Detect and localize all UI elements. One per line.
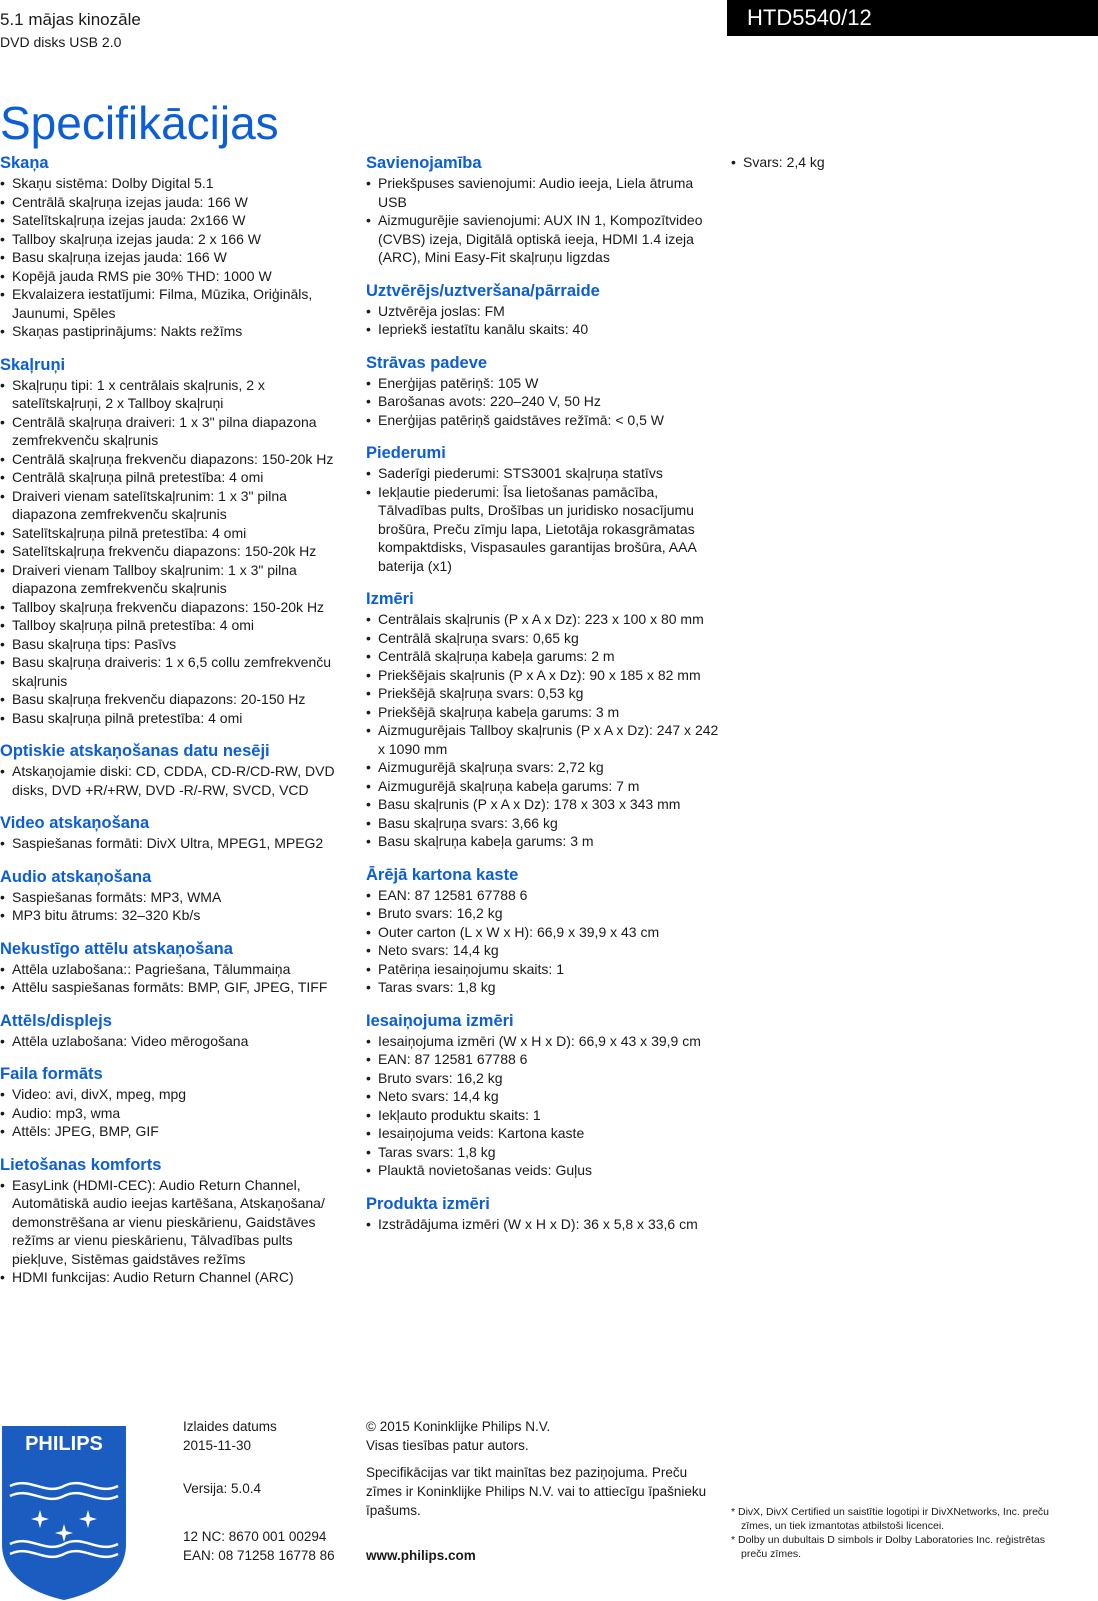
- spec-item: • Centrālā skaļruņa izejas jauda: 166 W: [0, 193, 350, 212]
- spec-item: • EAN: 87 12581 67788 6: [366, 886, 721, 905]
- spec-list: [366, 174, 721, 267]
- spec-item: • Uztvērēja joslas: FM: [366, 302, 721, 321]
- section-title: Savienojamība: [366, 154, 482, 172]
- section-title: Lietošanas komforts: [0, 1155, 162, 1174]
- spec-item: • Barošanas avots: 220–240 V, 50 Hz: [366, 392, 721, 411]
- spec-item: • Basu skaļruņa draiveris: 1 x 6,5 collu zemfrekvenču skaļrunis: [0, 653, 350, 690]
- spec-section: [0, 153, 350, 341]
- spec-item: • Iekļauto produktu skaits: 1: [366, 1106, 721, 1125]
- copyright: © 2015 Koninklijke Philips N.V.: [366, 1419, 551, 1434]
- spec-section: [731, 153, 1071, 172]
- spec-item: • Taras svars: 1,8 kg: [366, 1143, 721, 1162]
- philips-shield-logo: [0, 1424, 128, 1601]
- spec-item: • Aizmugurējā skaļruņa kabeļa garums: 7 m: [366, 777, 721, 796]
- spec-item: • Video: avi, divX, mpeg, mpg: [0, 1085, 350, 1104]
- spec-list: [366, 464, 721, 575]
- footnote-divx: * DivX, DivX Certified un saistītie logotipi ir DivXNetworks, Inc. preču zīmes, un tiek izmantotas atbilstoši licencei.: [731, 1506, 1050, 1532]
- spec-item: • Tallboy skaļruņa izejas jauda: 2 x 166 W: [0, 230, 350, 249]
- website-link[interactable]: www.philips.com: [366, 1548, 476, 1563]
- section-title: Skaņa: [0, 154, 49, 172]
- spec-item: • Neto svars: 14,4 kg: [366, 1087, 721, 1106]
- spec-item: • Atskaņojamie diski: CD, CDDA, CD-R/CD-RW, DVD disks, DVD +R/+RW, DVD -R/-RW, SVCD, VCD: [0, 762, 350, 799]
- ean-number: EAN: 08 71258 16778 86: [183, 1548, 335, 1563]
- section-title: Faila formāts: [0, 1065, 103, 1083]
- spec-section: [0, 1155, 350, 1287]
- section-title: Attēls/displejs: [0, 1011, 112, 1030]
- nc-number: 12 NC: 8670 001 00294: [183, 1529, 327, 1544]
- section-title: Ārējā kartona kaste: [366, 865, 519, 884]
- spec-list: [366, 302, 721, 339]
- spec-section: [0, 939, 350, 997]
- spec-item: • Ekvalaizera iestatījumi: Filma, Mūzika, Oriģināls, Jaunumi, Spēles: [0, 285, 350, 322]
- spec-item: • Iekļautie piederumi: Īsa lietošanas pamācība, Tālvadības pults, Drošības un juridisko nosacījumu brošūra, Preču zīmju lapa, Lietotāja rokasgrāmatas kompaktdisks, Vispasaules garantijas brošūra, AAA baterija (x1): [366, 483, 721, 576]
- spec-item: • Centrālā skaļruņa svars: 0,65 kg: [366, 629, 721, 648]
- spec-section: [0, 355, 350, 728]
- spec-item: • Attēla uzlabošana: Video mērogošana: [0, 1032, 350, 1051]
- spec-item: • Iesaiņojuma izmēri (W x H x D): 66,9 x 43 x 39,9 cm: [366, 1032, 721, 1051]
- spec-item: • Bruto svars: 16,2 kg: [366, 904, 721, 923]
- spec-item: • Izstrādājuma izmēri (W x H x D): 36 x 5,8 x 33,6 cm: [366, 1215, 721, 1234]
- spec-item: • Kopējā jauda RMS pie 30% THD: 1000 W: [0, 267, 350, 286]
- version: Versija: 5.0.4: [183, 1481, 262, 1496]
- spec-item: • Attēlu saspiešanas formāts: BMP, GIF, JPEG, TIFF: [0, 978, 350, 997]
- spec-item: • Priekšpuses savienojumi: Audio ieeja, Liela ātruma USB: [366, 174, 721, 211]
- spec-item: • Plauktā novietošanas veids: Guļus: [366, 1161, 721, 1180]
- spec-item: • Skaņas pastiprinājums: Nakts režīms: [0, 322, 350, 341]
- spec-item: • Satelītskaļruņa pilnā pretestība: 4 omi: [0, 524, 350, 543]
- spec-list: [0, 888, 350, 925]
- section-title: Piederumi: [366, 444, 446, 462]
- spec-column-2: [366, 153, 721, 1247]
- spec-item: • Centrālā skaļruņa frekvenču diapazons: 150-20k Hz: [0, 450, 350, 469]
- spec-item: • Skaņu sistēma: Dolby Digital 5.1: [0, 174, 350, 193]
- spec-list: [366, 1215, 721, 1234]
- footnote-dolby: * Dolby un dubultais D simbols ir Dolby Laboratories Inc. reģistrētas preču zīmes.: [731, 1534, 1045, 1560]
- footnotes: [731, 1506, 1071, 1562]
- spec-item: • Outer carton (L x W x H): 66,9 x 39,9 x 43 cm: [366, 923, 721, 942]
- spec-item: • Satelītskaļruņa izejas jauda: 2x166 W: [0, 211, 350, 230]
- model-number: HTD5540/12: [727, 0, 1098, 36]
- section-title: Skaļruņi: [0, 355, 66, 374]
- section-title: Izmēri: [366, 590, 414, 608]
- spec-item: • Centrālā skaļruņa pilnā pretestība: 4 omi: [0, 468, 350, 487]
- spec-item: • Attēls: JPEG, BMP, GIF: [0, 1122, 350, 1141]
- spec-item: • Basu skaļruņa tips: Pasīvs: [0, 635, 350, 654]
- section-title: Iesaiņojuma izmēri: [366, 1011, 514, 1030]
- spec-item: • Enerģijas patēriņš gaidstāves režīmā: < 0,5 W: [366, 411, 721, 430]
- spec-section: [0, 1064, 350, 1141]
- spec-list: [731, 153, 1071, 172]
- spec-list: [0, 1176, 350, 1287]
- spec-item: • Attēla uzlabošana:: Pagriešana, Tālummaiņa: [0, 960, 350, 979]
- spec-section: [0, 813, 350, 853]
- spec-item: • Draiveri vienam Tallboy skaļrunim: 1 x 3" pilna diapazona zemfrekvenču skaļrunis: [0, 561, 350, 598]
- product-type: 5.1 mājas kinozāle: [0, 10, 141, 29]
- spec-list: [0, 1085, 350, 1141]
- spec-section: [0, 867, 350, 925]
- spec-item: • Audio: mp3, wma: [0, 1104, 350, 1123]
- spec-item: • Bruto svars: 16,2 kg: [366, 1069, 721, 1088]
- spec-list: [0, 174, 350, 341]
- spec-item: • Basu skaļruņa kabeļa garums: 3 m: [366, 832, 721, 851]
- spec-section: [366, 153, 721, 267]
- spec-item: • Neto svars: 14,4 kg: [366, 941, 721, 960]
- spec-item: • Priekšējais skaļrunis (P x A x Dz): 90 x 185 x 82 mm: [366, 666, 721, 685]
- spec-item: • Priekšējā skaļruņa kabeļa garums: 3 m: [366, 703, 721, 722]
- spec-section: [366, 589, 721, 851]
- spec-item: • HDMI funkcijas: Audio Return Channel (ARC): [0, 1268, 350, 1287]
- spec-item: • Basu skaļrunis (P x A x Dz): 178 x 303 x 343 mm: [366, 795, 721, 814]
- logo-text: PHILIPS: [25, 1433, 103, 1455]
- spec-list: [0, 834, 350, 853]
- spec-list: [366, 886, 721, 997]
- section-title: Optiskie atskaņošanas datu nesēji: [0, 742, 270, 760]
- section-title: Nekustīgo attēlu atskaņošana: [0, 939, 233, 958]
- spec-list: [0, 762, 350, 799]
- spec-item: • Svars: 2,4 kg: [731, 153, 1071, 172]
- section-title: Audio atskaņošana: [0, 867, 152, 886]
- spec-item: • Skaļruņu tipi: 1 x centrālais skaļrunis, 2 x satelītskaļruņi, 2 x Tallboy skaļruņi: [0, 376, 350, 413]
- release-date-label: Izlaides datums: [183, 1419, 277, 1434]
- spec-item: • Satelītskaļruņa frekvenču diapazons: 150-20k Hz: [0, 542, 350, 561]
- spec-item: • Iepriekš iestatītu kanālu skaits: 40: [366, 320, 721, 339]
- spec-item: • Saspiešanas formāti: DivX Ultra, MPEG1, MPEG2: [0, 834, 350, 853]
- spec-item: • Saderīgi piederumi: STS3001 skaļruņa statīvs: [366, 464, 721, 483]
- spec-item: • EAN: 87 12581 67788 6: [366, 1050, 721, 1069]
- spec-item: • Centrālā skaļruņa kabeļa garums: 2 m: [366, 647, 721, 666]
- spec-item: • Basu skaļruņa frekvenču diapazons: 20-150 Hz: [0, 690, 350, 709]
- spec-list: [0, 376, 350, 728]
- spec-list: [366, 610, 721, 851]
- spec-column-3: [731, 153, 1071, 186]
- spec-item: • MP3 bitu ātrums: 32–320 Kb/s: [0, 906, 350, 925]
- spec-item: • Aizmugurējie savienojumi: AUX IN 1, Kompozītvideo (CVBS) izeja, Digitālā optiskā ieeja, HDMI 1.4 izeja (ARC), Mini Easy-Fit skaļruņu ligzdas: [366, 211, 721, 267]
- spec-section: [366, 353, 721, 430]
- page-title: Specifikācijas: [0, 96, 279, 149]
- spec-column-1: [0, 153, 350, 1301]
- spec-item: • Draiveri vienam satelītskaļrunim: 1 x 3" pilna diapazona zemfrekvenču skaļrunis: [0, 487, 350, 524]
- release-date: 2015-11-30: [183, 1438, 252, 1453]
- spec-section: [366, 1194, 721, 1234]
- spec-item: • Priekšējā skaļruņa svars: 0,53 kg: [366, 684, 721, 703]
- spec-item: • Tallboy skaļruņa frekvenču diapazons: 150-20k Hz: [0, 598, 350, 617]
- spec-item: • Centrālā skaļruņa draiveri: 1 x 3" pilna diapazona zemfrekvenču skaļrunis: [0, 413, 350, 450]
- spec-item: • Taras svars: 1,8 kg: [366, 978, 721, 997]
- spec-item: • Basu skaļruņa pilnā pretestība: 4 omi: [0, 709, 350, 728]
- spec-section: [366, 865, 721, 997]
- spec-item: • Basu skaļruņa svars: 3,66 kg: [366, 814, 721, 833]
- spec-item: • Centrālais skaļrunis (P x A x Dz): 223 x 100 x 80 mm: [366, 610, 721, 629]
- spec-item: • Tallboy skaļruņa pilnā pretestība: 4 omi: [0, 616, 350, 635]
- spec-item: • Enerģijas patēriņš: 105 W: [366, 374, 721, 393]
- spec-item: • Basu skaļruņa izejas jauda: 166 W: [0, 248, 350, 267]
- rights: Visas tiesības patur autors.: [366, 1438, 529, 1453]
- spec-section: [366, 1011, 721, 1180]
- disclaimer: Specifikācijas var tikt mainītas bez paziņojuma. Preču zīmes ir Koninklijke Philips N.V. vai to attiecīgu īpašnieku īpašums.: [366, 1465, 707, 1518]
- spec-item: • Iesaiņojuma veids: Kartona kaste: [366, 1124, 721, 1143]
- spec-list: [0, 960, 350, 997]
- spec-list: [366, 374, 721, 430]
- section-title: Uztvērējs/uztveršana/pārraide: [366, 281, 600, 300]
- spec-section: [0, 741, 350, 799]
- spec-section: [0, 1011, 350, 1051]
- product-subtitle: DVD disks USB 2.0: [0, 34, 122, 50]
- section-title: Strāvas padeve: [366, 353, 488, 372]
- section-title: Video atskaņošana: [0, 814, 150, 832]
- spec-list: [366, 1032, 721, 1180]
- spec-list: [0, 1032, 350, 1051]
- section-title: Produkta izmēri: [366, 1194, 490, 1213]
- spec-section: [366, 281, 721, 339]
- spec-item: • Aizmugurējā skaļruņa svars: 2,72 kg: [366, 758, 721, 777]
- spec-section: [366, 443, 721, 575]
- spec-item: • Patēriņa iesaiņojumu skaits: 1: [366, 960, 721, 979]
- spec-item: • EasyLink (HDMI-CEC): Audio Return Channel, Automātiskā audio ieejas kartēšana, Atskaņošana/ demonstrēšana ar vienu pieskārienu, Gaidstāves režīms ar vienu pieskārienu, Tālvadības pults piekļuve, Sistēmas gaidstāves režīms: [0, 1176, 350, 1269]
- spec-item: • Aizmugurējais Tallboy skaļrunis (P x A x Dz): 247 x 242 x 1090 mm: [366, 721, 721, 758]
- spec-item: • Saspiešanas formāts: MP3, WMA: [0, 888, 350, 907]
